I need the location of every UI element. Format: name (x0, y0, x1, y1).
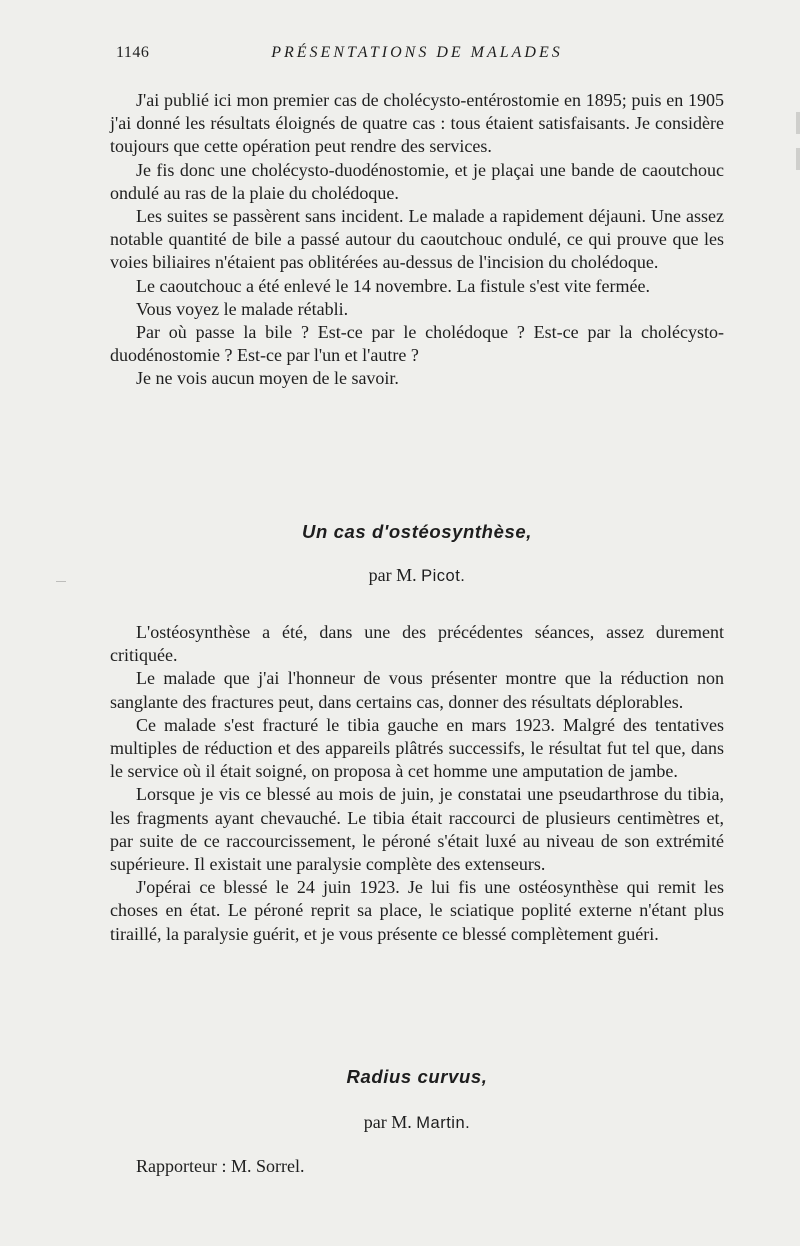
rapporteur-line: Rapporteur : M. Sorrel. (136, 1156, 305, 1176)
byline-martin (110, 1112, 724, 1133)
paragraph: L'ostéosynthèse a été, dans une des précédentes séances, assez durement critiquée. (110, 622, 724, 666)
paragraph: Je fis donc une cholécysto-duodénostomie, et je plaçai une bande de caoutchouc ondulé au ras de la plaie du cholédoque. (110, 159, 724, 203)
paragraph: Lorsque je vis ce blessé au mois de juin, je constatai une pseudarthrose du tibia, les fragments ayant chevauché. Le tibia était raccourci de plusieurs centimètres et, par suite de ce raccourcissement, le péroné s'était luxé au niveau de son extrémité supérieure. Il existait une paralysie complète des extenseurs. (110, 784, 724, 875)
byline-prefix: par M. (368, 565, 417, 585)
paragraph: Par où passe la bile ? Est-ce par le cholédoque ? Est-ce par la cholécysto-duodénostomie ? Est-ce par l'un et l'autre ? (110, 322, 724, 366)
page-number: 1146 (116, 44, 150, 61)
paragraph: J'ai publié ici mon premier cas de cholécysto-entérostomie en 1895; puis en 1905 j'ai donné les résultats éloignés de quatre cas : tous étaient satisfaisants. Je considère toujours que cette opération peut rendre des services. (110, 90, 724, 157)
paragraph: Le malade que j'ai l'honneur de vous présenter montre que la réduction non sanglante des fractures peut, dans certains cas, donner des résultats déplorables. (110, 668, 724, 712)
paragraph: Les suites se passèrent sans incident. Le malade a rapidement déjauni. Une assez notable quantité de bile a passé autour du caoutchouc ondulé, ce qui prouve que les voies biliaires n'étaient pas oblitérées au-dessus de l'incision du cholédoque. (110, 206, 724, 273)
section-title-osteosynthese: Un cas d'ostéosynthèse, (302, 521, 532, 542)
author-name: Martin. (416, 1114, 471, 1132)
paragraph: Je ne vois aucun moyen de le savoir. (136, 368, 399, 389)
author-name: Picot. (421, 567, 466, 585)
page-edge-mark (796, 148, 800, 170)
page-header (110, 44, 724, 68)
byline-picot (110, 565, 724, 586)
first-text-block (110, 89, 724, 391)
paragraph: Vous voyez le malade rétabli. (136, 298, 349, 319)
page-edge-mark (796, 112, 800, 134)
margin-mark (56, 581, 66, 582)
section-title-radius-curvus: Radius curvus, (346, 1066, 488, 1087)
paragraph: Le caoutchouc a été enlevé le 14 novembre. La fistule s'est vite fermée. (136, 275, 651, 296)
paragraph: J'opérai ce blessé le 24 juin 1923. Je lui fis une ostéosynthèse qui remit les choses en état. Le péroné reprit sa place, le sciatique poplité externe n'étant plus tiraillé, la paralysie guérit, et je vous présente ce blessé complètement guéri. (110, 877, 724, 944)
byline-prefix: par M. (363, 1112, 412, 1132)
running-title: PRÉSENTATIONS DE MALADES (271, 44, 563, 61)
paragraph: Ce malade s'est fracturé le tibia gauche en mars 1923. Malgré des tentatives multiples de réduction et des appareils plâtrés successifs, le résultat fut tel que, dans le service où il était soigné, on proposa à cet homme une amputation de jambe. (110, 714, 724, 782)
osteosynthese-text-block (110, 621, 724, 946)
